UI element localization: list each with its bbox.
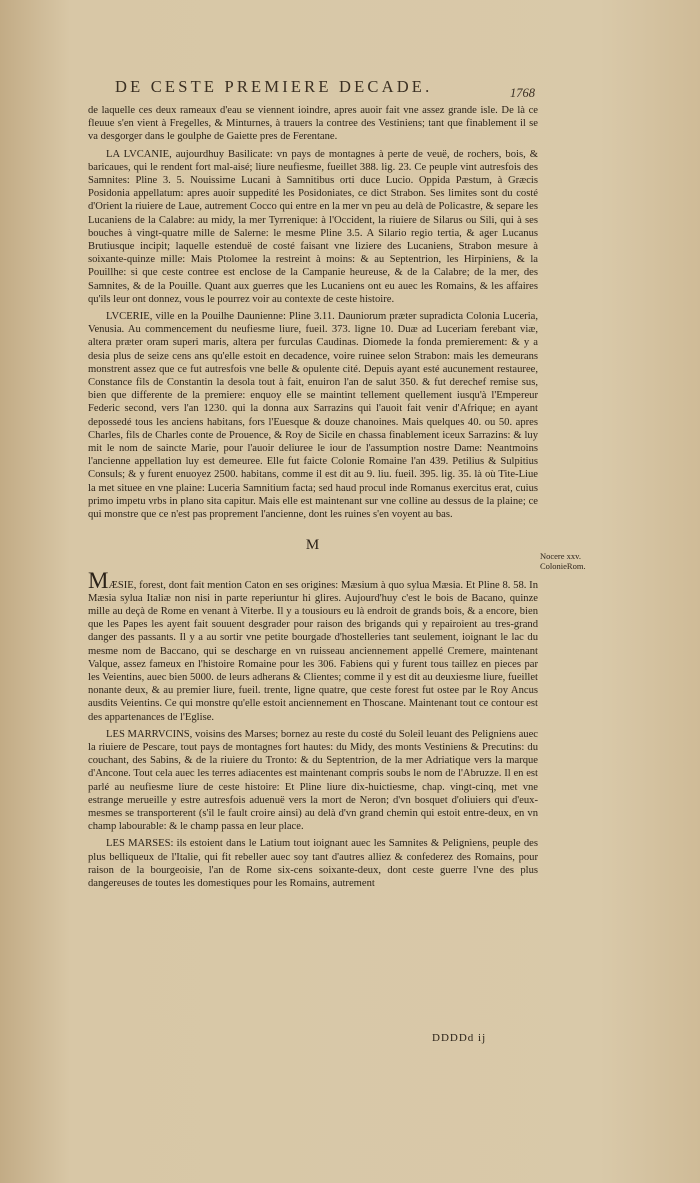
margin-note-line: Nocere xxv. (540, 551, 581, 561)
signature-mark: DDDDd ij (432, 1032, 487, 1044)
paragraph-marrucins: LES MARRVCINS, voisins des Marses; bornez au reste du costé du Soleil leuant des Peligniens auec la riuiere de Pescare, tout pays de montagnes fort hautes: du Midy, des monts Vestiniens & Precutins: du couchant, des Sabins, & de la riuiere du Tronto: & du Septentrion, de la mer Adriatique vers la marque d'Ancone. Tout cela auec les terres adiacentes est maintenant compris soubs le nom de l'Abruzze. Il en est parlé au neufiesme liure de ceste histoire: Et Pline liure dix-huictiesme, chap. vingt-cinq, met vne estrange merueille y estre autresfois aduenuë vers la mort de Neron; d'vn bosquet d'oliuiers qui d'eux-mesmes se transporterent (s'il le fault croire ainsi) au delà d'vn grand chemin qui estoit entre-deux, en vn champ labourable: & le champ passa en leur place. (88, 728, 538, 833)
section-letter-heading: M (305, 537, 321, 554)
paragraph-continuation: de laquelle ces deux rameaux d'eau se viennent ioindre, apres auoir fait vne assez grande isle. De là ce fleuue s'en vient à Fregelles, & Minturnes, à trauers la contree des Vestiniens; tant que finablement il se va desgorger dans le goulphe de Gaiette pres de Ferentane. (88, 105, 538, 143)
paragraph-marses: LES MARSES: ils estoient dans le Latium tout ioignant auec les Samnites & Pelignìens, peuple des plus belliqueux de l'Italie, qui fit rebeller auec soy tant d'autres alliez & confederez des Romains, pour raison de la bourgeoisie, l'an de Rome six-cens soixante-deux, dont ceste guerre l'vne des plus dangereuses de toutes les domestiques pour les Romains, autrement (88, 838, 538, 889)
paragraph-lucanie: LA LVCANIE, aujourdhuy Basilicate: vn pays de montagnes à perte de veuë, de rochers, bois, & baricaues, qui le rendent fort mal-aisé; liure neufiesme, fueillet 388. lig. 23. Ce peuple vint autresfois des Samnites: Pline 3. 5. Nouissime Lucani à Samnitibus orti duce Lucio. Oppida Pæstum, à Græcis Posidonia appellatum: apres auoir suppedité les Posidoniates, ce dict Strabon. Ses limites sont du costé d'Orient la riuiere de Laue, autrement Cocco qui entre en la mer vn peu au delà de Policastre, & separe les Lucaniens de la Calabre: au midy, la mer Tyrrenique: à l'Occident, la riuiere de Silarus ou Sili, qui à ses bouches à vingt-quatre mille de Salerne: le mesme Pline 3.5. A Silario regio tertia, & ager Lucanus Brutiusque incipit; laquelle estenduë de costé faisant vne liziere des Lucaniens, Strabon mesure à soixante-quinze mille: Mais Ptolomee la restreint à moins: & au Septentrion, les Hirpiniens, & la Pouillhe: si que ceste contree est enclose de la Campanie heureuse, & de la Calabre; de la mer, des Samnites, & de la Pouille. Quant aux guerres que les Lucaniens ont eu auec les Romains, & les affaires qu'ils leur ont donnez, vous le pourrez voir au contexte de ceste histoire. (88, 148, 538, 305)
body-text (88, 104, 538, 890)
page-number: 1768 (510, 86, 535, 100)
paragraph-maesie: MÆSIE, forest, dont fait mention Caton en ses origines: Mæsium à quo sylua Mæsia. Et Pline 8. 58. In Mæsia sylua Italiæ non nisi in parte reperiuntur hi glires. Aujourd'huy c'est le bois de Bacano, quinze mille au deçà de Rome en venant à Viterbe. Il y a tousiours eu là endroit de grands bois, & a encore, bien que les Papes les ayent fait souuent desgrader pour raison des brigands qui y repairoient au tres-grand danger des passants. Il y a au sortir vne petite bourgade d'hostelleries tant seulement, ioignant le lac du mesme nom de Baccano, qui se descharge en vn ruisseau anciennement appellé Cremere, maintenant Valque, assez fameux en l'histoire Romaine pour les 306. Fabiens qui y furent tous taillez en pieces par les Veientins, auec bien 5000. de leurs adherans & Clientes; comme il y est dit au deuxiesme liure, fueillet nonante deux, & au premier liure, fueil. trente, ligne quatre, que ceste forest fut ostee par le Roy Ancus ausdits Veientins. Ce qui monstre qu'elle estoit anciennement en Thoscane. Maintenant tout ce contour est des appartenances de l'Eglise. (88, 567, 538, 723)
margin-note (540, 551, 586, 571)
running-head: DE CESTE PREMIERE DECADE. (115, 77, 433, 96)
paragraph-lucerie: LVCERIE, ville en la Pouilhe Daunienne: Pline 3.11. Dauniorum præter supradicta Colonia Luceria, Venusia. Au commencement du neufiesme liure, fueil. 373. ligne 10. Duæ ad Luceriam ferebant viæ, altera præter oram superi maris, altera per furculas Caudinas. Diomede la fonda premierement: & y a desia plus de seize cens ans qu'elle estoit en decadence, voire ruinee selon Strabon: mais les demeurans monstrent assez que ce fut autresfois vne belle & opulente cité. Depuis ayant esté aucunement restauree, Constance fils de Constantin la desola tout à fait, enuiron l'an de salut 350. & fut derechef remise sus, bien que differente de la premiere: enquoy elle se maintint tellement quellement iusqu'à l'Empereur Federic second, vers l'an 1230. qui la donna aux Sarrazins qui l'auoit fait venir d'Afrique; en ayant depossedé tous les anciens habitans, fors l'Euesque & douze chanoines. Mais quelques 40. ou 50. apres Charles, fils de Charles conte de Prouence, & Roy de Sicile en chassa finablement iceux Sarrazins: & luy mit le nom de saincte Marie, pour l'auoir deliuree le iour de l'assumption nostre Dame: Neantmoins l'ancienne appellation luy est demeuree. Elle fut faicte Colonie Romaine l'an 439. Petilius & Sulpitius Consuls; & y furent enuoyez 2500. habitans, comme il est dit au 9. liu. fueil. 395. lig. 35. là où Tite-Liue la met situee en vne plaine: Luceria Samnitium facta; sed haud procul inde Romanus exercitus erat, cuius primo impetu vrbs in plano sita capitur. Mais elle est maintenant sur vne colline au dessus de la plaine; ce qui monstre que ce n'est pas proprement l'ancienne, dont les ruines s'en voyent au bas. (88, 311, 538, 521)
margin-note-line: ColonieRom. (540, 561, 586, 571)
